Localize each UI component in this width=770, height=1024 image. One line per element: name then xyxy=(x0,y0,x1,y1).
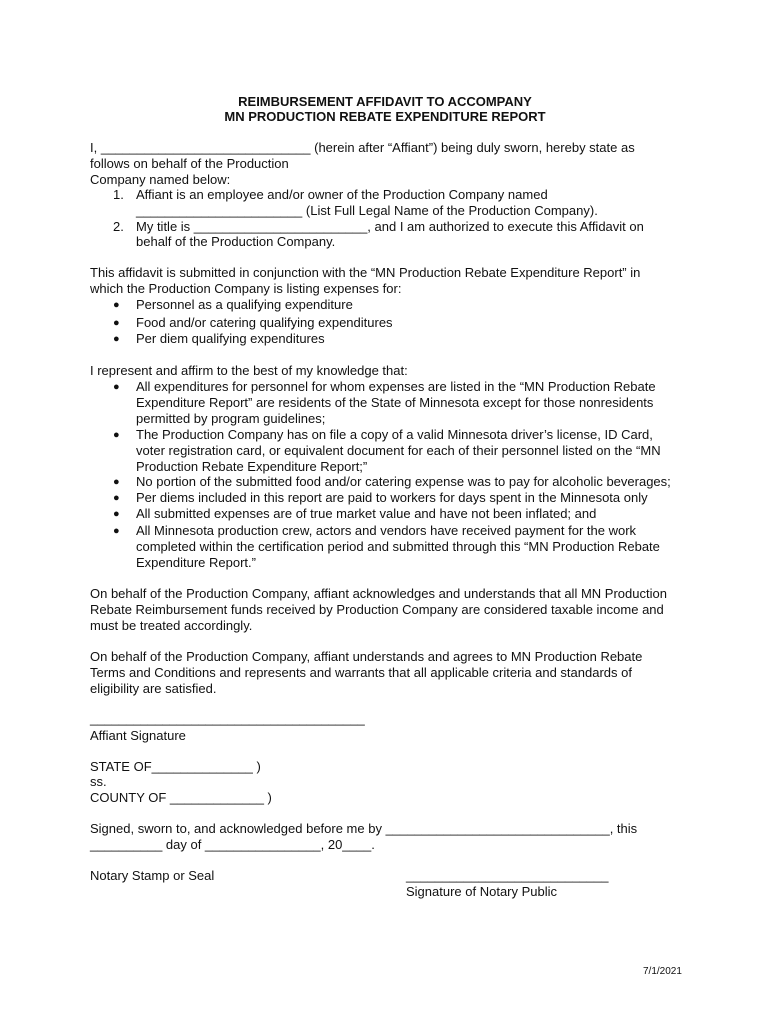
bullet-item-line: Expenditure Report” are residents of the State of Minnesota except for those nonresidents xyxy=(136,395,654,410)
bullet-icon: ● xyxy=(113,429,120,441)
bullet-item-line: voter registration card, or equivalent document for each of their personnel listed on the “MN xyxy=(136,443,661,458)
state-of-field[interactable]: STATE OF______________ ) xyxy=(90,759,261,774)
bullet-item-line: No portion of the submitted food and/or catering expense was to pay for alcoholic beverages; xyxy=(136,474,671,489)
footer-date: 7/1/2021 xyxy=(643,966,682,977)
bullet-item-line: The Production Company has on file a copy of a valid Minnesota driver’s license, ID Card, xyxy=(136,427,653,442)
paragraph-line: This affidavit is submitted in conjunction with the “MN Production Rebate Expenditure Report” in xyxy=(90,265,641,280)
bullet-item-line: Per diems included in this report are paid to workers for days spent in the Minnesota only xyxy=(136,490,648,505)
bullet-item-line: Production Rebate Expenditure Report;” xyxy=(136,459,368,474)
numbered-item-line: behalf of the Production Company. xyxy=(136,234,336,249)
intro-line: I, _____________________________ (herein after “Affiant”) being duly sworn, hereby state as xyxy=(90,140,635,155)
bullet-item-line: permitted by program guidelines; xyxy=(136,411,326,426)
bullet-icon: ● xyxy=(113,333,120,345)
paragraph-line: must be treated accordingly. xyxy=(90,618,253,633)
bullet-icon: ● xyxy=(113,317,120,329)
numbered-item-line: _______________________ (List Full Legal Name of the Production Company). xyxy=(136,203,598,218)
bullet-icon: ● xyxy=(113,299,120,311)
bullet-item: Personnel as a qualifying expenditure xyxy=(136,297,353,312)
list-number: 2. xyxy=(113,219,124,234)
bullet-icon: ● xyxy=(113,476,120,488)
paragraph-line: Terms and Conditions and represents and warrants that all applicable criteria and standards of xyxy=(90,665,632,680)
signed-line[interactable]: Signed, sworn to, and acknowledged before me by _______________________________, this xyxy=(90,821,638,836)
paragraph-line: which the Production Company is listing expenses for: xyxy=(90,281,402,296)
bullet-icon: ● xyxy=(113,525,120,537)
affiant-signature-label: Affiant Signature xyxy=(90,728,186,743)
intro-line: follows on behalf of the Production xyxy=(90,156,289,171)
paragraph-line: Rebate Reimbursement funds received by Production Company are considered taxable income and xyxy=(90,602,664,617)
page-subtitle: MN PRODUCTION REBATE EXPENDITURE REPORT xyxy=(224,109,546,124)
intro-line: Company named below: xyxy=(90,172,231,187)
county-of-field[interactable]: COUNTY OF _____________ ) xyxy=(90,790,272,805)
bullet-item-line: completed within the certification period and submitted through this “MN Production Rebate xyxy=(136,539,660,554)
ss-label: ss. xyxy=(90,774,107,789)
page-title: REIMBURSEMENT AFFIDAVIT TO ACCOMPANY xyxy=(238,94,532,109)
affiant-signature-line[interactable]: ______________________________________ xyxy=(90,711,365,726)
bullet-item-line: All submitted expenses are of true market value and have not been inflated; and xyxy=(136,506,597,521)
notary-stamp-label: Notary Stamp or Seal xyxy=(90,868,215,883)
bullet-item-line: Expenditure Report.” xyxy=(136,555,256,570)
bullet-icon: ● xyxy=(113,492,120,504)
paragraph-line: On behalf of the Production Company, affiant acknowledges and understands that all MN Production xyxy=(90,586,667,601)
notary-signature-line[interactable]: ____________________________ xyxy=(406,868,609,883)
paragraph-line: eligibility are satisfied. xyxy=(90,681,217,696)
bullet-icon: ● xyxy=(113,508,120,520)
paragraph-line: I represent and affirm to the best of my knowledge that: xyxy=(90,363,408,378)
bullet-item-line: All Minnesota production crew, actors and vendors have received payment for the work xyxy=(136,523,637,538)
bullet-item: Per diem qualifying expenditures xyxy=(136,331,325,346)
notary-signature-label: Signature of Notary Public xyxy=(406,884,558,899)
bullet-icon: ● xyxy=(113,381,120,393)
paragraph-line: On behalf of the Production Company, affiant understands and agrees to MN Production Rebate xyxy=(90,649,643,664)
numbered-item-line: Affiant is an employee and/or owner of the Production Company named xyxy=(136,187,548,202)
numbered-item-line: My title is ________________________, and I am authorized to execute this Affidavit on xyxy=(136,219,644,234)
list-number: 1. xyxy=(113,187,124,202)
bullet-item-line: All expenditures for personnel for whom expenses are listed in the “MN Production Rebate xyxy=(136,379,656,394)
bullet-item: Food and/or catering qualifying expenditures xyxy=(136,315,393,330)
signed-date-line[interactable]: __________ day of ________________, 20____. xyxy=(90,837,375,852)
